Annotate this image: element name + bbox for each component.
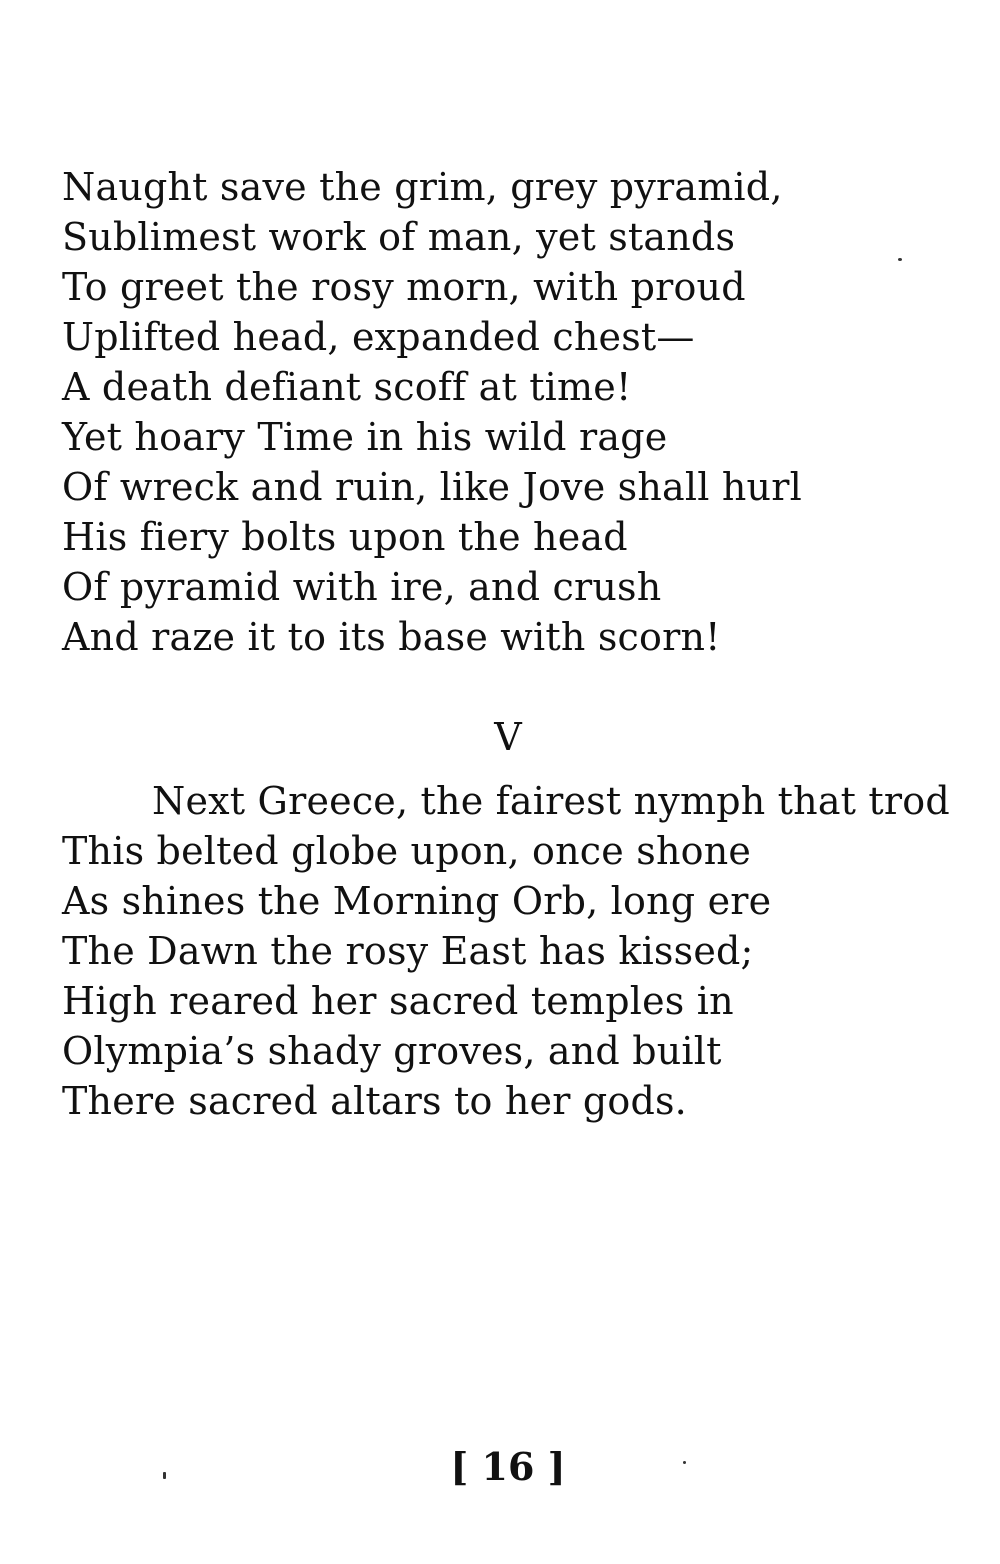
verse-line: Uplifted head, expanded chest— <box>62 315 695 359</box>
verse-line: This belted globe upon, once shone <box>62 829 752 873</box>
verse-line: There sacred altars to her gods. <box>62 1079 687 1123</box>
scan-speck <box>163 1472 166 1479</box>
section-numeral: V <box>494 715 522 759</box>
verse-line: Naught save the grim, grey pyramid, <box>62 165 783 209</box>
stanza-2 <box>62 776 950 1126</box>
verse-line: And raze it to its base with scorn! <box>62 615 721 659</box>
page-number: [ 16 ] <box>450 1444 566 1489</box>
stanza-1 <box>62 162 802 662</box>
verse-line: To greet the rosy morn, with proud <box>62 265 746 309</box>
verse-line: Olympia’s shady groves, and built <box>62 1029 722 1073</box>
verse-line: Sublimest work of man, yet stands <box>62 215 736 259</box>
verse-line-indented: Next Greece, the fairest nymph that trod <box>152 779 950 823</box>
verse-line: As shines the Morning Orb, long ere <box>62 879 772 923</box>
verse-line: Of pyramid with ire, and crush <box>62 565 662 609</box>
verse-line: Of wreck and ruin, like Jove shall hurl <box>62 465 802 509</box>
verse-line: His fiery bolts upon the head <box>62 515 628 559</box>
verse-line: Yet hoary Time in his wild rage <box>62 415 668 459</box>
verse-line: A death defiant scoff at time! <box>62 365 632 409</box>
scan-speck <box>898 258 902 261</box>
verse-line: High reared her sacred temples in <box>62 979 734 1023</box>
scan-speck <box>683 1461 686 1464</box>
verse-line: The Dawn the rosy East has kissed; <box>62 929 754 973</box>
